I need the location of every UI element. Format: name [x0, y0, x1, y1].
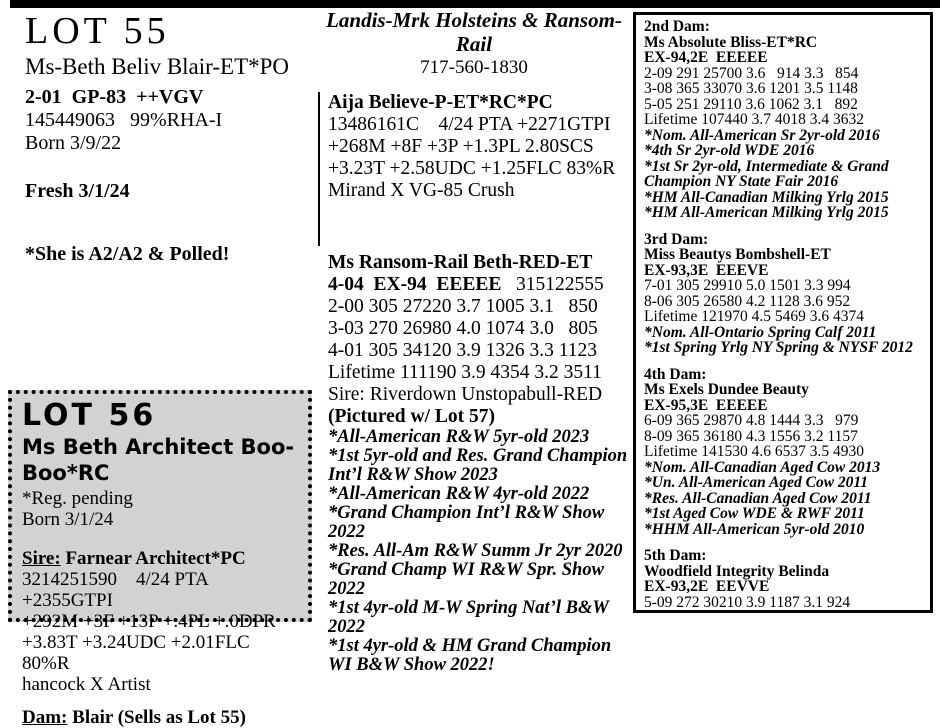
third-dam-section — [644, 232, 922, 356]
dam-title: 5th Dam: — [644, 547, 707, 564]
lot56-sire-detail-line: +3.83T +3.24UDC +2.01FLC 80%R — [22, 632, 255, 674]
dam-awards — [644, 325, 922, 356]
lot56-sire-details — [22, 569, 298, 695]
award-line: *Grand Champ WI R&W Spr. Show 2022 — [328, 560, 604, 599]
farm-name: Landis-Mrk Holsteins & Ransom-Rail — [326, 8, 622, 56]
award-line: *All-American R&W 4yr-old 2022 — [328, 484, 590, 504]
lot56-sire-line — [22, 548, 298, 569]
award-line: *Un. All-American Aged Cow 2011 — [644, 474, 869, 491]
center-column — [318, 8, 630, 675]
lot56-dam-line — [22, 707, 298, 728]
lot55-section — [25, 10, 310, 266]
dam-records — [644, 66, 922, 128]
dam-records — [644, 595, 922, 611]
award-line: *1st 4yr-old & HM Grand Champion WI B&W Show 2022! — [328, 636, 612, 675]
award-line: *1st Spring Yrlg NY Spring & NYSF 2012 — [644, 339, 913, 356]
award-line: *HM All-Canadian Milking Yrlg 2015 — [644, 188, 889, 206]
lot55-fresh-line: Fresh 3/1/24 — [25, 180, 130, 202]
dam-name: Miss Beautys Bombshell-ET — [644, 246, 831, 263]
sire-pedigree-line: +3.23T +2.58UDC +1.25FLC 83%R — [328, 158, 616, 179]
dam-score: EX-95,3E EEEEE — [644, 396, 768, 414]
award-line: *4th Sr 2yr-old WDE 2016 — [644, 142, 815, 159]
lot56-box — [8, 390, 312, 728]
dam-record-line: 3-03 270 26980 4.0 1074 3.0 805 — [328, 318, 598, 339]
sire-name: Farnear Architect*PC — [60, 548, 246, 569]
dam-label: Dam: — [22, 707, 68, 728]
dam-records — [328, 296, 630, 384]
dam-record-line: Lifetime 141530 4.6 6537 3.5 4930 — [644, 443, 864, 460]
dam-title: 4th Dam: — [644, 365, 707, 383]
dam-name: Woodfield Integrity Belinda — [644, 562, 830, 580]
lot56-sire-detail-line: 3214251590 4/24 PTA +2355GTPI — [22, 569, 213, 611]
award-line: *1st 5yr-old and Res. Grand Champion Int’l R&W Show 2023 — [328, 446, 628, 485]
dam-record-line: 5-05 251 29110 3.6 1062 3.1 892 — [644, 95, 858, 113]
award-line: *1st Aged Cow WDE & RWF 2011 — [644, 505, 865, 522]
lot56-reg-line: *Reg. pending — [22, 488, 133, 509]
sire-pedigree-line: 13486161C 4/24 PTA +2271GTPI — [328, 114, 611, 135]
sire-pedigree-line: Mirand X VG-85 Crush — [328, 180, 515, 201]
dam-name: Ms Exels Dundee Beauty — [644, 381, 809, 398]
dam-record-line: 8-06 305 26580 4.2 1128 3.6 952 — [644, 292, 851, 310]
award-line: *1st 4yr-old M-W Spring Nat’l B&W 2022 — [328, 598, 609, 637]
sire-pedigree-block — [318, 92, 630, 246]
dam-score-number: 315122555 — [501, 274, 604, 295]
sire-pedigree-line: +268M +8F +3P +1.3PL 2.80SCS — [328, 136, 594, 157]
dam-record-line: 2-09 291 25700 3.6 914 3.3 854 — [644, 64, 859, 82]
dam-title: 2nd Dam: — [644, 18, 710, 35]
lot56-animal-name: Ms Beth Architect Boo-Boo*RC — [22, 435, 295, 485]
award-line: *Nom. All-American Sr 2yr-old 2016 — [644, 126, 880, 144]
award-line: *HM All-American Milking Yrlg 2015 — [644, 204, 889, 221]
maternal-line-box — [633, 12, 933, 613]
award-line: *Nom. All-Canadian Aged Cow 2013 — [644, 458, 881, 476]
sire-label: Sire: — [22, 548, 61, 569]
dam-record-line: 7-01 305 29910 5.0 1501 3.3 994 — [644, 277, 851, 294]
dam-score: EX-93,2E EEVVE — [644, 578, 770, 595]
fifth-dam-section — [644, 548, 922, 610]
award-line: *Grand Champion Int’l R&W Show 2022 — [328, 503, 605, 542]
dam-name: Ms Absolute Bliss-ET*RC — [644, 33, 818, 51]
dam-sire-line: Sire: Riverdown Unstopabull-RED — [328, 384, 603, 405]
sire-pedigree-name: Aija Believe-P-ET*RC*PC — [328, 92, 553, 113]
lot55-born-line: Born 3/9/22 — [25, 132, 122, 154]
dam-records — [644, 278, 922, 325]
lot55-registration-line: 145449063 99%RHA-I — [25, 109, 223, 131]
dam-score: EX-94,2E EEEEE — [644, 49, 768, 66]
dam-record-line: 6-09 365 29870 4.8 1444 3.3 979 — [644, 412, 859, 429]
dam-awards — [328, 428, 630, 675]
lot55-animal-name: Ms-Beth Beliv Blair-ET*PO — [25, 54, 290, 79]
award-line: *Res. All-Am R&W Summ Jr 2yr 2020 — [328, 541, 623, 561]
dam-record-line: 2-00 305 27220 3.7 1005 3.1 850 — [328, 296, 598, 317]
dam-record-line: 4-01 305 34120 3.9 1326 3.3 1123 — [328, 340, 598, 361]
dam-title: 3rd Dam: — [644, 230, 709, 248]
lot55-score-line: 2-01 GP-83 ++VGV — [25, 86, 204, 108]
dam-record-line: Lifetime 121970 4.5 5469 3.6 4374 — [644, 308, 864, 325]
fourth-dam-section — [644, 367, 922, 538]
dam-record-line: 3-08 365 33070 3.6 1201 3.5 1148 — [644, 80, 858, 97]
dam-score: EX-93,3E EEEVE — [644, 261, 769, 279]
award-line: *Res. All-Canadian Aged Cow 2011 — [644, 489, 872, 507]
dam-awards — [644, 128, 922, 221]
dam-records — [644, 413, 922, 460]
dam-record-line: 8-09 365 36180 4.3 1556 3.2 1157 — [644, 427, 858, 445]
dam-pedigree-name: Ms Ransom-Rail Beth-RED-ET — [328, 252, 593, 273]
award-line: *Nom. All-Ontario Spring Calf 2011 — [644, 323, 877, 341]
lot55-title: LOT 55 — [25, 10, 170, 52]
dam-record-line: 5-09 272 30210 3.9 1187 3.1 924 — [644, 593, 851, 611]
pictured-note: (Pictured w/ Lot 57) — [328, 406, 495, 427]
lot56-sire-detail-line: hancock X Artist — [22, 674, 151, 695]
farm-phone: 717-560-1830 — [420, 57, 528, 78]
second-dam-section — [644, 19, 922, 221]
award-line: *All-American R&W 5yr-old 2023 — [328, 427, 590, 447]
lot56-sire-detail-line: +292M +3F +13P +.4PL +.0DPR — [22, 611, 276, 632]
award-line: *HHM All-American 5yr-old 2010 — [644, 520, 865, 538]
dam-record-line: Lifetime 111190 3.9 4354 3.2 3511 — [328, 362, 602, 383]
lot55-note-line: *She is A2/A2 & Polled! — [25, 243, 230, 265]
dam-awards — [644, 460, 922, 538]
sire-pedigree-lines — [328, 114, 630, 202]
dam-pedigree-block — [318, 252, 630, 675]
dam-score-line — [328, 274, 630, 296]
lot56-born-line: Born 3/1/24 — [22, 509, 114, 530]
dam-record-line: Lifetime 107440 3.7 4018 3.4 3632 — [644, 111, 864, 128]
award-line: *1st Sr 2yr-old, Intermediate & Grand Champion NY State Fair 2016 — [644, 157, 889, 190]
dam-text: Blair (Sells as Lot 55) — [67, 707, 246, 728]
dam-score-bold: 4-04 EX-94 EEEEE — [328, 274, 502, 295]
lot56-title: LOT 56 — [22, 398, 157, 433]
top-rule — [10, 0, 940, 8]
